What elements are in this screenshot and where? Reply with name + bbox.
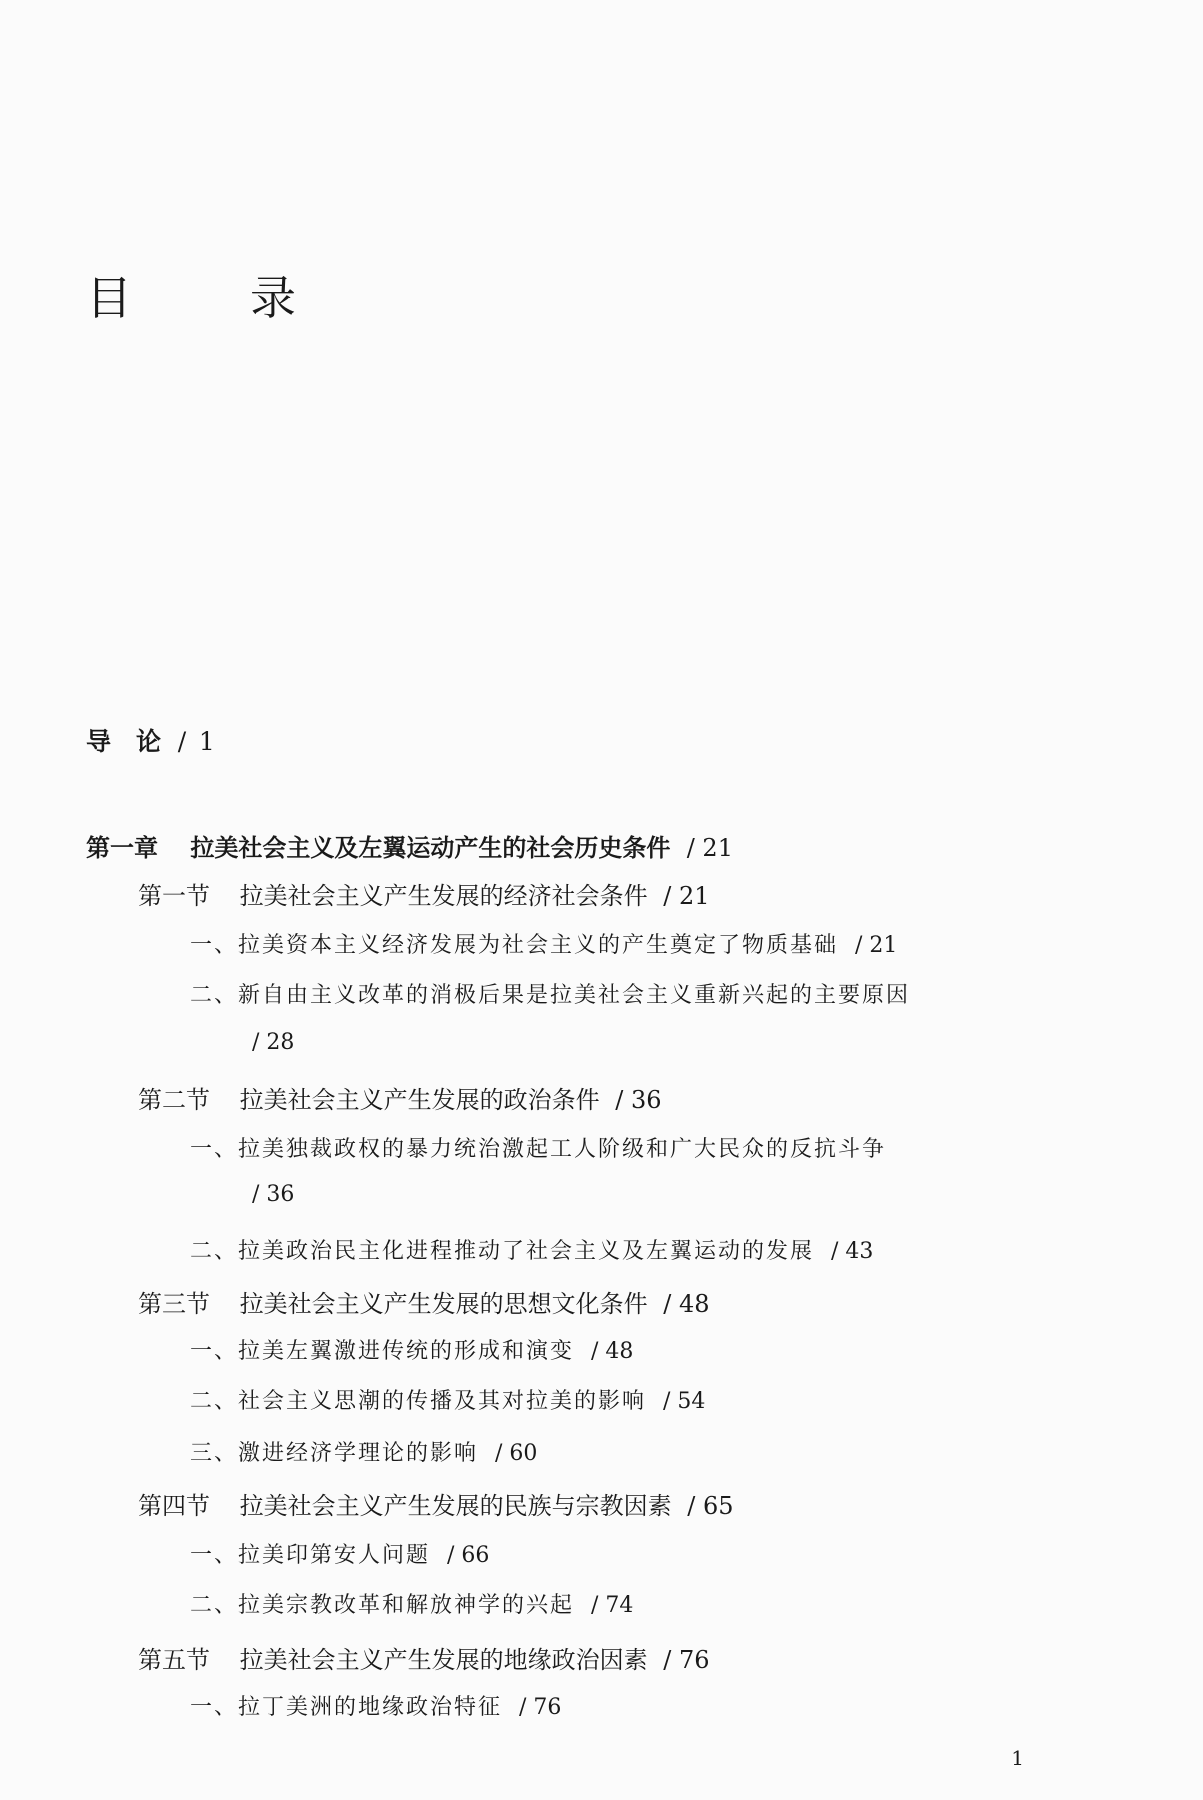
toc-section-5-text: 拉美社会主义产生发展的地缘政治因素: [239, 1646, 648, 1674]
toc-item-3-1-page: / 48: [591, 1339, 634, 1364]
toc-section-4: [138, 1486, 734, 1521]
toc-chapter-1-text: 拉美社会主义及左翼运动产生的社会历史条件: [190, 834, 671, 862]
toc-item-4-1-page: / 66: [447, 1543, 490, 1568]
toc-item-3-1-text: 一、拉美左翼激进传统的形成和演变: [190, 1339, 575, 1364]
toc-item-2-1-text: 一、拉美独裁政权的暴力统治激起工人阶级和广大民众的反抗斗争: [190, 1137, 887, 1162]
toc-section-4-page: / 65: [687, 1492, 734, 1520]
toc-section-2-page: / 36: [615, 1086, 662, 1114]
toc-item-3-3-text: 三、激进经济学理论的影响: [190, 1441, 479, 1466]
toc-section-4-label: 第四节: [138, 1492, 210, 1520]
toc-section-2-label: 第二节: [138, 1086, 210, 1114]
toc-item-5-1-page: / 76: [519, 1695, 562, 1720]
toc-section-5-page: / 76: [663, 1646, 710, 1674]
toc-item-1-2-page-line: [252, 1030, 294, 1055]
toc-item-3-2-text: 二、社会主义思潮的传播及其对拉美的影响: [190, 1389, 647, 1414]
toc-section-1-label: 第一节: [138, 882, 210, 910]
toc-item-4-1-text: 一、拉美印第安人问题: [190, 1543, 431, 1568]
toc-item-2-1-page: / 36: [252, 1182, 295, 1207]
toc-section-3-text: 拉美社会主义产生发展的思想文化条件: [239, 1290, 648, 1318]
toc-chapter-1-label: 第一章: [86, 834, 158, 862]
toc-item-1-1-text: 一、拉美资本主义经济发展为社会主义的产生奠定了物质基础: [190, 933, 839, 958]
toc-item-2-2-text: 二、拉美政治民主化进程推动了社会主义及左翼运动的发展: [190, 1239, 815, 1264]
toc-item-3-2-page: / 54: [663, 1389, 706, 1414]
page-title: 目 录: [86, 271, 332, 325]
toc-item-5-1: [190, 1690, 561, 1721]
toc-item-5-1-text: 一、拉丁美洲的地缘政治特征: [190, 1695, 503, 1720]
toc-section-5-label: 第五节: [138, 1646, 210, 1674]
toc-item-3-3-page: / 60: [495, 1441, 538, 1466]
toc-section-5: [138, 1640, 710, 1675]
toc-item-2-2: [190, 1234, 873, 1265]
toc-item-1-2-page: / 28: [252, 1030, 295, 1055]
toc-section-3-page: / 48: [663, 1290, 710, 1318]
toc-item-3-1: [190, 1334, 633, 1365]
toc-item-2-1: [190, 1132, 886, 1163]
toc-item-4-1: [190, 1538, 489, 1569]
toc-intro-sep: /: [177, 727, 187, 756]
toc-section-1: [138, 876, 710, 911]
toc-section-1-page: / 21: [663, 882, 710, 910]
toc-section-2-text: 拉美社会主义产生发展的政治条件: [239, 1086, 600, 1114]
toc-item-1-2-text: 二、新自由主义改革的消极后果是拉美社会主义重新兴起的主要原因: [190, 983, 911, 1008]
toc-chapter-1: [86, 828, 733, 863]
toc-item-1-1-page: / 21: [855, 933, 898, 958]
toc-item-3-2: [190, 1384, 705, 1415]
toc-item-2-1-page-line: [252, 1182, 294, 1207]
toc-item-4-2-page: / 74: [591, 1593, 634, 1618]
toc-intro-label: 导 论: [86, 727, 162, 756]
toc-item-1-1: [190, 928, 897, 959]
toc-item-3-3: [190, 1436, 537, 1467]
toc-item-4-2-text: 二、拉美宗教改革和解放神学的兴起: [190, 1593, 575, 1618]
toc-item-4-2: [190, 1588, 633, 1619]
toc-section-3-label: 第三节: [138, 1290, 210, 1318]
toc-chapter-1-page: / 21: [686, 834, 733, 862]
toc-section-4-text: 拉美社会主义产生发展的民族与宗教因素: [239, 1492, 672, 1520]
toc-section-1-text: 拉美社会主义产生发展的经济社会条件: [239, 882, 648, 910]
toc-intro-page: 1: [198, 727, 215, 756]
toc-section-2: [138, 1080, 662, 1115]
toc-section-3: [138, 1284, 710, 1319]
page-number: 1: [1011, 1746, 1024, 1770]
toc-item-2-2-page: / 43: [831, 1239, 874, 1264]
toc-intro: [86, 722, 215, 758]
toc-item-1-2: [190, 978, 910, 1009]
